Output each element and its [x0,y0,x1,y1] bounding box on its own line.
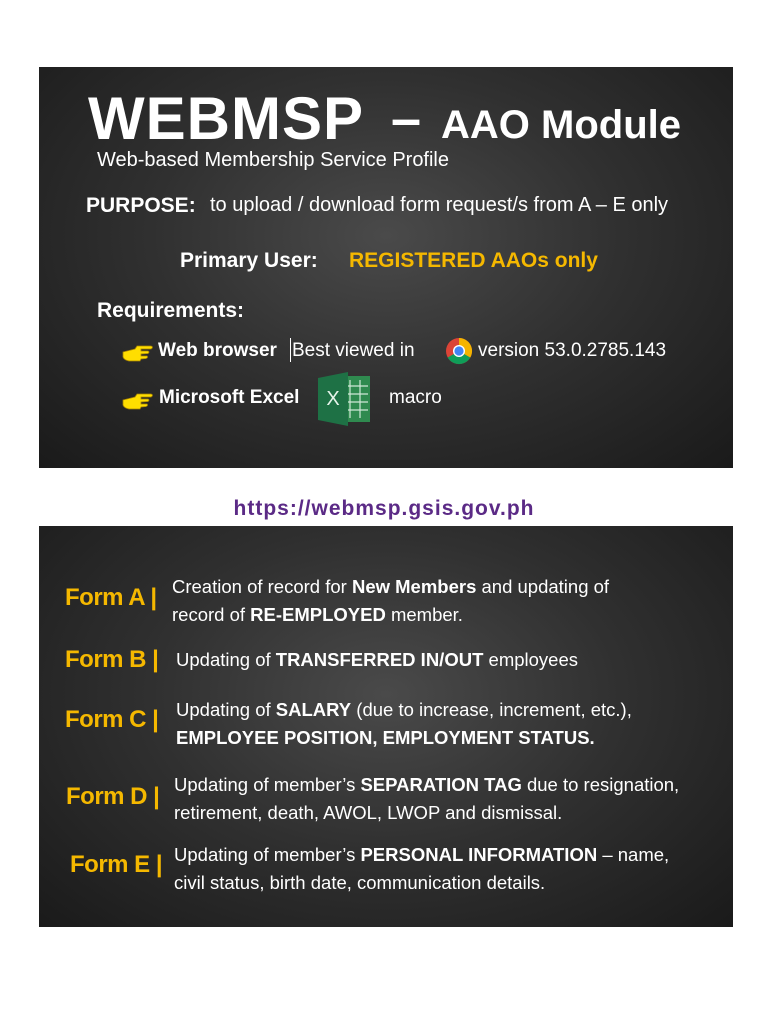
req-best-viewed: Best viewed in [292,340,415,361]
purpose-label: PURPOSE: [86,194,196,217]
form-b-label: Form B | [65,646,159,673]
separator-bar [290,338,291,362]
title-module: AAO Module [441,103,681,147]
chrome-icon [445,337,473,365]
form-e-description: Updating of member’s PERSONAL INFORMATION – name, civil status, birth date, communication details. [174,844,670,893]
req-macro: macro [389,387,442,408]
title-webmsp: WEBMSP [88,85,364,152]
forms-panel [39,526,733,927]
primary-user-label: Primary User: [180,249,318,272]
primary-user-value: REGISTERED AAOs only [349,249,598,272]
req-web-browser: Web browser [158,340,277,361]
req-microsoft-excel: Microsoft Excel [159,387,300,408]
pointing-hand-icon [121,391,155,411]
webmsp-url[interactable]: https://webmsp.gsis.gov.ph [233,497,535,520]
excel-icon [318,370,372,428]
form-c-label: Form C | [65,706,159,733]
form-a-description: Creation of record for New Members and updating of record of RE-EMPLOYED member. [172,576,610,625]
form-b-description: Updating of TRANSFERRED IN/OUT employees [176,649,578,670]
purpose-text: to upload / download form request/s from A – E only [210,194,669,216]
excel-letter: X [326,388,340,410]
title-dash: – [391,89,422,149]
requirements-label: Requirements: [97,299,245,322]
pointing-hand-icon [121,343,155,363]
form-c-description: Updating of SALARY (due to increase, increment, etc.), EMPLOYEE POSITION, EMPLOYMENT STATUS. [176,699,632,748]
form-d-description: Updating of member’s SEPARATION TAG due to resignation, retirement, death, AWOL, LWOP and dismissal. [174,774,680,823]
form-a-label: Form A | [65,584,157,611]
subtitle: Web-based Membership Service Profile [97,149,450,171]
form-d-label: Form D | [66,783,160,810]
req-chrome-version: version 53.0.2785.143 [478,340,667,361]
form-e-label: Form E | [70,851,163,878]
intro-panel [39,67,733,468]
